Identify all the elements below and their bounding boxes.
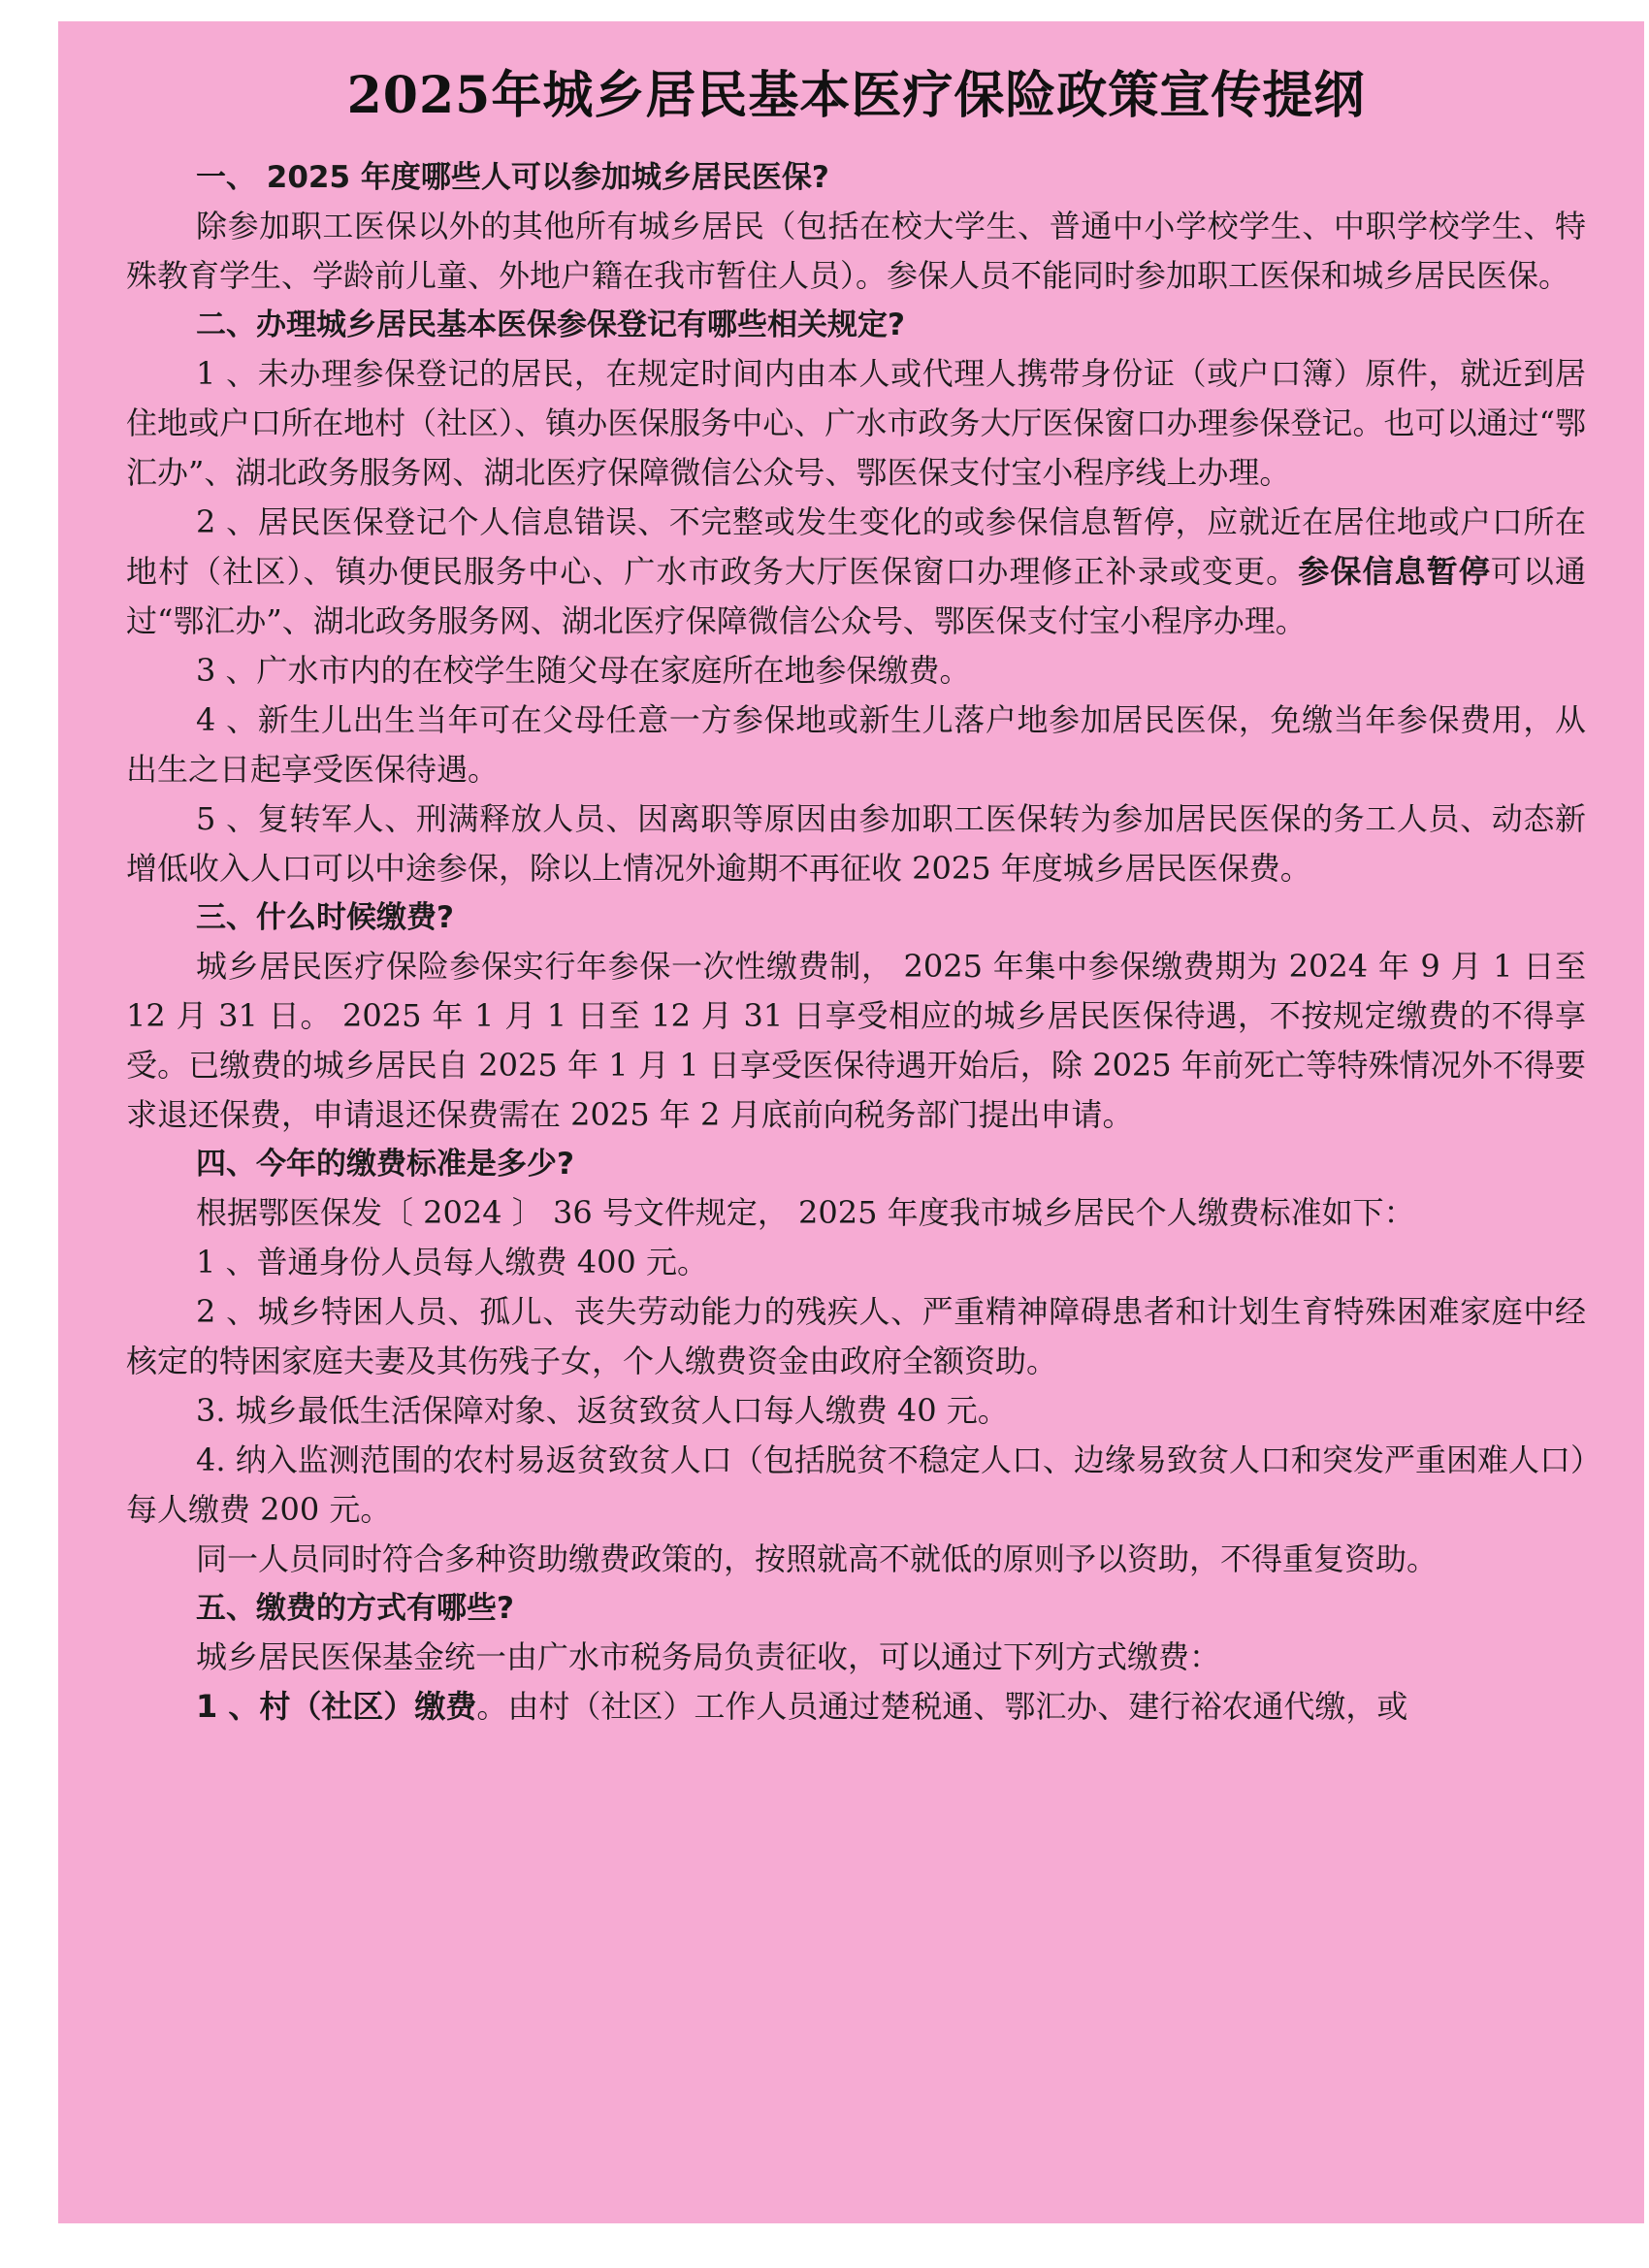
document-title: 2025年城乡居民基本医疗保险政策宣传提纲 <box>346 66 1366 125</box>
section-4-item-2: 2 、城乡特困人员、孤儿、丧失劳动能力的残疾人、严重精神障碍患者和计划生育特殊困难家庭中经核定的特困家庭夫妻及其伤残子女，个人缴费资金由政府全额资助。 <box>126 1293 1586 1379</box>
section-2-item-4: 4 、新生儿出生当年可在父母任意一方参保地或新生儿落户地参加居民医保，免缴当年参保费用，从出生之日起享受医保待遇。 <box>126 701 1586 788</box>
section-1-heading: 一、 2025 年度哪些人可以参加城乡居民医保? <box>196 160 829 195</box>
section-2-heading: 二、办理城乡居民基本医保参保登记有哪些相关规定? <box>196 308 905 342</box>
section-4-heading: 四、今年的缴费标准是多少? <box>196 1147 574 1182</box>
section-2-item-3: 3 、广水市内的在校学生随父母在家庭所在地参保缴费。 <box>196 652 971 689</box>
section-5-intro: 城乡居民医保基金统一由广水市税务局负责征收，可以通过下列方式缴费： <box>196 1638 1221 1675</box>
section-4-intro: 根据鄂医保发〔 2024 〕 36 号文件规定， 2025 年度我市城乡居民个人缴费标准如下： <box>196 1194 1415 1231</box>
section-5-heading: 五、缴费的方式有哪些? <box>196 1591 514 1626</box>
section-2-item-2-part-b: 可以通过“鄂汇办”、湖北政务服务网、湖北医疗保障微信公众号、鄂医保支付宝小程序办理。 <box>126 553 1586 639</box>
section-2-item-1: 1 、未办理参保登记的居民，在规定时间内由本人或代理人携带身份证（或户口簿）原件，就近到居住地或户口所在地村（社区）、镇办医保服务中心、广水市政务大厅医保窗口办理参保登记。也可以通过“鄂汇办”、湖北政务服务网、湖北医疗保障微信公众号、鄂医保支付宝小程序线上办理。 <box>126 355 1586 491</box>
section-4-item-3: 3. 城乡最低生活保障对象、返贫致贫人口每人缴费 40 元。 <box>196 1392 1009 1429</box>
section-2-item-2-part-a: 2 、居民医保登记个人信息错误、不完整或发生变化的或参保信息暂停，应就近在居住地或户口所在地村（社区）、镇办便民服务中心、广水市政务大厅医保窗口办理修正补录或变更。 <box>126 503 1586 590</box>
document-page <box>58 21 1644 2223</box>
section-2-item-2 <box>126 498 1586 646</box>
section-4-item-1: 1 、普通身份人员每人缴费 400 元。 <box>196 1244 708 1280</box>
section-1-paragraph: 除参加职工医保以外的其他所有城乡居民（包括在校大学生、普通中小学校学生、中职学校学生、特殊教育学生、学龄前儿童、外地户籍在我市暂住人员）。参保人员不能同时参加职工医保和城乡居民医保。 <box>126 208 1586 294</box>
section-2-item-5: 5 、复转军人、刑满释放人员、因离职等原因由参加职工医保转为参加居民医保的务工人员、动态新增低收入人口可以中途参保，除以上情况外逾期不再征收 2025 年度城乡居民医保费。 <box>126 800 1586 887</box>
section-3-paragraph: 城乡居民医疗保险参保实行年参保一次性缴费制， 2025 年集中参保缴费期为 2024 年 9 月 1 日至 12 月 31 日。 2025 年 1 月 1 日至 12 月 31 日享受相应的城乡居民医保待遇，不按规定缴费的不得享受。已缴费的城乡居民自 2025 年 1 月 1 日享受医保待遇开始后，除 2025 年前死亡等特殊情况外不得要求退还保费，申请退还保费需在 2025 年 2 月底前向税务部门提出申请。 <box>126 948 1586 1133</box>
section-2-item-2-bold: 参保信息暂停 <box>1298 553 1491 590</box>
section-5-item-1 <box>126 1682 1586 1732</box>
section-5-item-1-rest: 。由村（社区）工作人员通过楚税通、鄂汇办、建行裕农通代缴，或 <box>476 1688 1408 1725</box>
section-5-item-1-bold: 1 、村（社区）缴费 <box>196 1688 477 1725</box>
section-4-item-4: 4. 纳入监测范围的农村易返贫致贫人口（包括脱贫不稳定人口、边缘易致贫人口和突发严重困难人口）每人缴费 200 元。 <box>126 1442 1586 1528</box>
section-3-heading: 三、什么时候缴费? <box>196 900 454 935</box>
section-4-note: 同一人员同时符合多种资助缴费政策的，按照就高不就低的原则予以资助，不得重复资助。 <box>196 1540 1439 1577</box>
